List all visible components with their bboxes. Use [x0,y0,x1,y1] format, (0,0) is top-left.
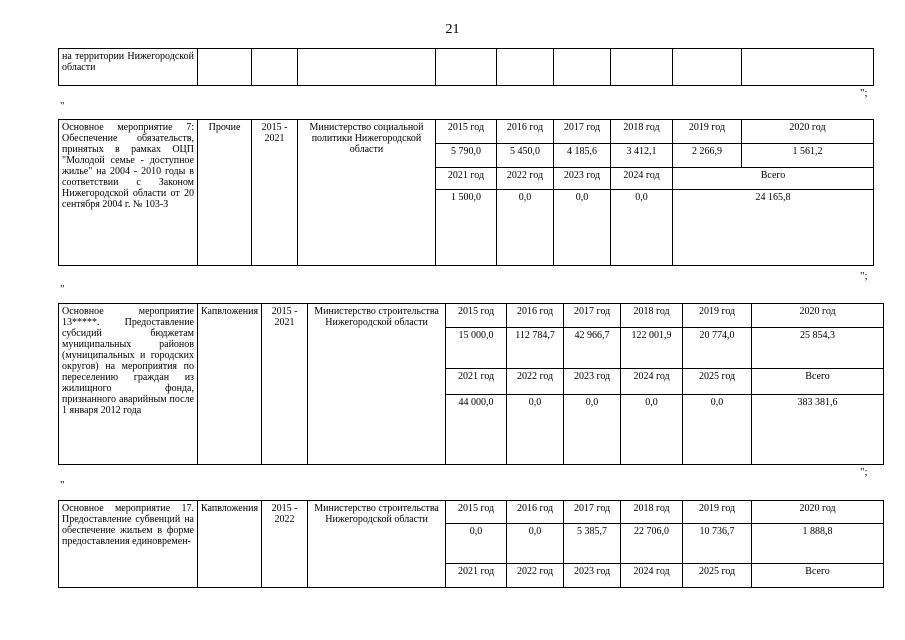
value-cell: 0,0 [446,524,507,564]
value-cell: 1 888,8 [752,524,884,564]
category-cell: Капвложения [198,304,262,465]
value-cell: 5 385,7 [564,524,621,564]
year-header: 2021 год [446,369,507,395]
opening-quote: " [60,479,65,491]
description-cell: на территории Нижегородской области [59,49,198,86]
year-header: 2024 год [611,168,673,190]
year-header: 2024 год [621,564,683,588]
table-measure-13 [58,303,884,465]
executor-cell: Министерство строительства Нижегородской области [308,304,446,465]
year-header: 2016 год [507,304,564,328]
value-cell: 4 185,6 [554,144,611,168]
description-cell: Основное мероприятие 13*****. Предоставление субсидий бюджетам муниципальных районов (муниципальных и городских округов) на мероприятия по переселению граждан из жилищного фонда, признанного аварийным после 1 января 2012 года [59,304,198,465]
year-header: 2016 год [507,501,564,524]
period-cell: 2015 - 2022 [262,501,308,588]
value-cell: 5 450,0 [497,144,554,168]
value-cell: 0,0 [621,395,683,465]
year-header: 2023 год [554,168,611,190]
value-cell: 5 790,0 [436,144,497,168]
total-header: Всего [673,168,874,190]
executor-cell: Министерство социальной политики Нижегородской области [298,120,436,266]
empty-cell [554,49,611,86]
opening-quote: " [60,283,65,295]
value-cell: 10 736,7 [683,524,752,564]
value-cell: 44 000,0 [446,395,507,465]
value-cell: 20 774,0 [683,328,752,369]
value-cell: 0,0 [497,190,554,266]
opening-quote: " [60,100,65,112]
year-header: 2020 год [752,304,884,328]
closing-quote: "; [860,466,868,478]
period-cell: 2015 - 2021 [262,304,308,465]
year-header: 2017 год [564,501,621,524]
year-header: 2019 год [683,304,752,328]
year-header: 2018 год [611,120,673,144]
value-cell: 2 266,9 [673,144,742,168]
empty-cell [436,49,497,86]
year-header: 2021 год [446,564,507,588]
value-cell: 0,0 [507,524,564,564]
year-header: 2015 год [436,120,497,144]
year-header: 2020 год [742,120,874,144]
value-cell: 0,0 [564,395,621,465]
value-cell: 0,0 [507,395,564,465]
year-header: 2020 год [752,501,884,524]
total-header: Всего [752,564,884,588]
empty-cell [298,49,436,86]
year-header: 2015 год [446,304,507,328]
value-cell: 122 001,9 [621,328,683,369]
value-cell: 15 000,0 [446,328,507,369]
year-header: 2018 год [621,501,683,524]
table-measure-7 [58,119,874,266]
value-cell: 0,0 [611,190,673,266]
empty-cell [497,49,554,86]
table-measure-17 [58,500,884,588]
value-cell: 1 500,0 [436,190,497,266]
description-cell: Основное мероприятие 7: Обеспечение обязательств, принятых в рамках ОЦП "Молодой семье - доступное жилье" на 2004 - 2010 годы в соответствии с Законом Нижегородской области от 20 сентября 2004 г. № 103-З [59,120,198,266]
period-cell: 2015 - 2021 [252,120,298,266]
year-header: 2022 год [507,369,564,395]
year-header: 2017 год [564,304,621,328]
year-header: 2022 год [507,564,564,588]
total-header: Всего [752,369,884,395]
page-number: 21 [445,22,460,37]
year-header: 2021 год [436,168,497,190]
empty-cell [673,49,742,86]
closing-quote: "; [860,270,868,282]
empty-cell [198,49,252,86]
year-header: 2023 год [564,369,621,395]
year-header: 2016 год [497,120,554,144]
description-cell: Основное мероприятие 17. Предоставление субвенций на обеспечение жильем в форме предоставления единовремен- [59,501,198,588]
table-continuation [58,48,874,86]
value-cell: 22 706,0 [621,524,683,564]
closing-quote: "; [860,87,868,99]
year-header: 2025 год [683,369,752,395]
year-header: 2015 год [446,501,507,524]
value-cell: 42 966,7 [564,328,621,369]
value-cell: 0,0 [554,190,611,266]
year-header: 2019 год [683,501,752,524]
category-cell: Прочие [198,120,252,266]
category-cell: Капвложения [198,501,262,588]
year-header: 2022 год [497,168,554,190]
value-cell: 25 854,3 [752,328,884,369]
year-header: 2024 год [621,369,683,395]
year-header: 2018 год [621,304,683,328]
total-value: 383 381,6 [752,395,884,465]
executor-cell: Министерство строительства Нижегородской области [308,501,446,588]
year-header: 2017 год [554,120,611,144]
value-cell: 1 561,2 [742,144,874,168]
empty-cell [611,49,673,86]
value-cell: 112 784,7 [507,328,564,369]
total-value: 24 165,8 [673,190,874,266]
empty-cell [252,49,298,86]
year-header: 2019 год [673,120,742,144]
value-cell: 0,0 [683,395,752,465]
empty-cell [742,49,874,86]
value-cell: 3 412,1 [611,144,673,168]
year-header: 2025 год [683,564,752,588]
year-header: 2023 год [564,564,621,588]
